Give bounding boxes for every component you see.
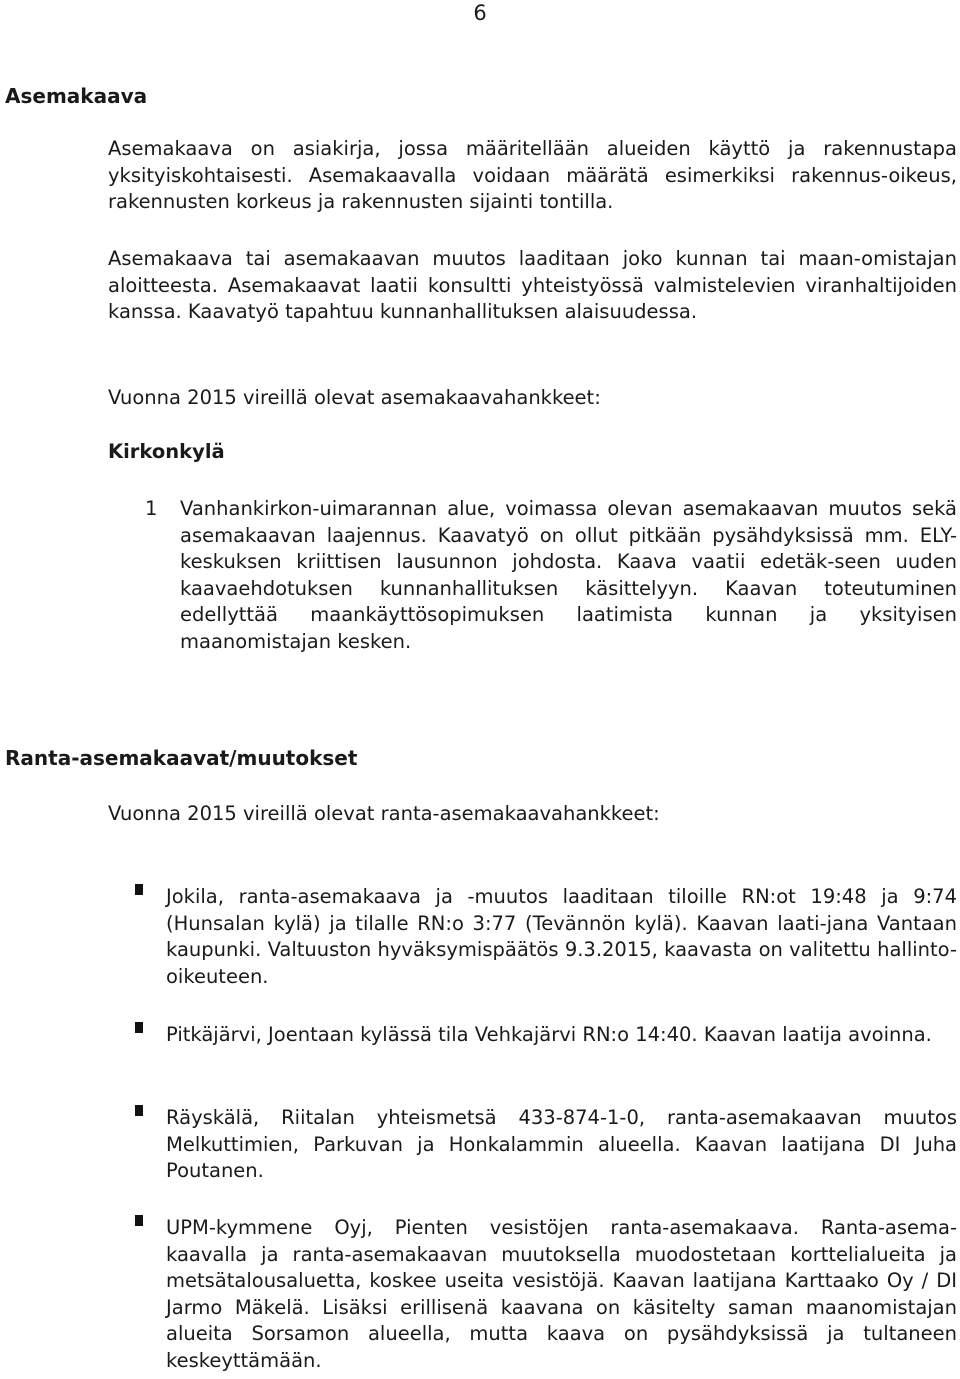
projects-intro: Vuonna 2015 vireillä olevat asemakaavahankkeet:	[108, 386, 601, 409]
list-item-number: 1	[145, 497, 158, 520]
bullet-icon	[135, 1022, 143, 1033]
bullet-icon	[135, 1215, 143, 1226]
bullet-icon	[135, 1105, 143, 1116]
bullet-item: Jokila, ranta-asemakaava ja -muutos laaditaan tiloille RN:ot 19:48 ja 9:74 (Hunsalan kylä) ja tilalle RN:o 3:77 (Tevännön kylä). Kaavan laati-jana Vantaan kaupunki. Valtuuston hyväksymispäätös 9.3.2015, kaavasta on valitettu hallinto-oikeuteen.	[166, 885, 957, 988]
bullet-item: Pitkäjärvi, Joentaan kylässä tila Vehkajärvi RN:o 14:40. Kaavan laatija avoinna.	[166, 1023, 932, 1046]
subheading-kirkonkyla: Kirkonkylä	[108, 440, 225, 463]
bullet-item: Räyskälä, Riitalan yhteismetsä 433-874-1-0, ranta-asemakaavan muutos Melkuttimien, Parkuvan ja Honkalammin alueella. Kaavan laatijana DI Juha Poutanen.	[166, 1106, 957, 1182]
paragraph-intro: Asemakaava on asiakirja, jossa määritellään alueiden käyttö ja rakennustapa yksityiskohtaisesti. Asemakaavalla voidaan määrätä esimerkiksi rakennus-oikeus, rakennusten korkeus ja rakennusten sijainti tontilla.	[108, 137, 957, 213]
bullet-icon	[135, 884, 143, 895]
section-heading-asemakaava: Asemakaava	[5, 84, 148, 108]
bullet-item: UPM-kymmene Oyj, Pienten vesistöjen ranta-asemakaava. Ranta-asema-kaavalla ja ranta-asemakaavan muutoksella muodostetaan korttelialueita ja metsätalousaluetta, koskee useita vesistöjä. Kaavan laatijana Karttaako Oy / DI Jarmo Mäkelä. Lisäksi erillisenä kaavana on käsitelty saman maanomistajan alueita Sorsamon alueella, mutta kaava on pysähdyksissä ja tultaneen keskeyttämään.	[166, 1216, 957, 1372]
section-heading-ranta-asemakaavat: Ranta-asemakaavat/muutokset	[5, 746, 358, 770]
projects-intro-ranta: Vuonna 2015 vireillä olevat ranta-asemakaavahankkeet:	[108, 802, 660, 825]
paragraph-initiative: Asemakaava tai asemakaavan muutos laaditaan joko kunnan tai maan-omistajan aloitteesta. Asemakaavat laatii konsultti yhteistyössä valmistelevien viranhaltijoiden kanssa. Kaavatyö tapahtuu kunnanhallituksen alaisuudessa.	[108, 247, 957, 323]
page-number: 6	[473, 1, 487, 25]
list-item-text: Vanhankirkon-uimarannan alue, voimassa olevan asemakaavan muutos sekä asemakaavan laajennus. Kaavatyö on ollut pitkään pysähdyksissä mm. ELY-keskuksen kriittisen lausunnon johdosta. Kaava vaatii edetäk-seen uuden kaavaehdotuksen kunnanhallituksen käsittelyyn. Kaavan toteutuminen edellyttää maankäyttösopimuksen laatimista kunnan ja yksityisen maanomistajan kesken.	[180, 497, 957, 653]
